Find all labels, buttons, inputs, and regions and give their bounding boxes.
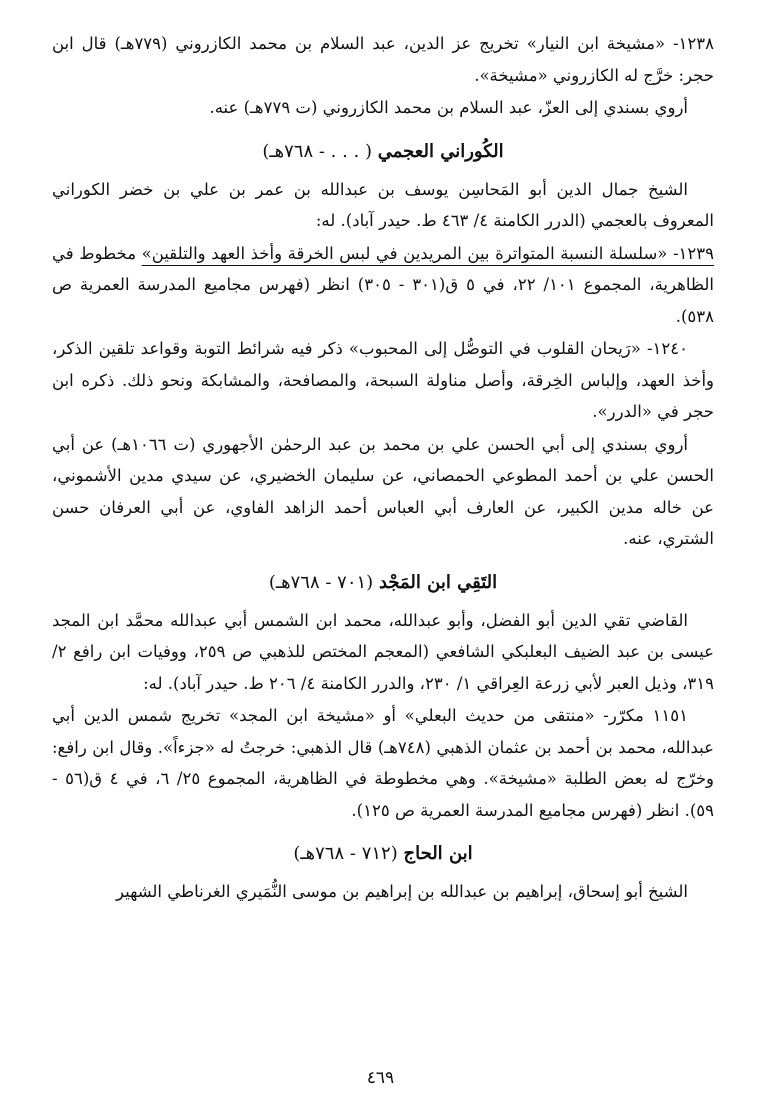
entry-1240: ١٢٤٠- «رَيحان القلوب في التوصُّل إلى المحبوب» ذكر فيه شرائط التوبة وقواعد تلقين الذكر، وأخذ العهد، وإلباس الخِرقة، وأصل مناولة السبحة، والمصافحة، والمشابكة ونحو ذلك. ذكره ابن حجر في «الدرر». bbox=[52, 339, 714, 421]
entry-1239-rest: مخطوط في الظاهرية، المجموع ١٠١/ ٢٢، في ٥ ق(٣٠١ - ٣٠٥) انظر (فهرس مجاميع المدرسة العمرية ص ٥٣٨). bbox=[52, 243, 714, 326]
heading-hajj-name: ابن الحاج bbox=[403, 843, 473, 864]
entry-1238-chain: أروي بسندي إلى العزّ، عبد السلام بن محمد الكازروني (ت ٧٧٩هـ) عنه. bbox=[209, 98, 688, 117]
heading-taqi bbox=[52, 565, 714, 601]
page-number: ٤٦٩ bbox=[366, 1068, 395, 1088]
heading-kourani-name: الكُوراني العجمي bbox=[377, 140, 504, 162]
page-content bbox=[52, 28, 714, 909]
entry-1238: ١٢٣٨- «مشيخة ابن النيار» تخريج عز الدين، عبد السلام بن محمد الكازروني (٧٧٩هـ) قال ابن حجر: خرَّج له الكازروني «مشيخة». bbox=[52, 34, 714, 85]
taqi-bio: القاضي تقي الدين أبو الفضل، وأبو عبدالله، محمد ابن الشمس أبي عبدالله محمَّد ابن المجد عيسى بن عبد الضيف البعلبكي الشافعي (المعجم المختص للذهبي ص ٢٥٩، ووفيات ابن رافع ٢/ ٣١٩، وذيل العبر لأبي زرعة العِراقي ١/ ٢٣٠، والدرر الكامنة ٤/ ٢٠٦ ط. حيدر آباد). له: bbox=[52, 610, 714, 693]
entry-1239-title: ١٢٣٩- «سلسلة النسبة المتواترة بين المريدين في لبس الخرقة وأخذ العهد والتلقين» bbox=[141, 243, 714, 263]
entry-1151: ١١٥١ مكرّر- «منتقى من حديث البعلي» أو «مشيخة ابن المجد» تخريج شمس الدين أبي عبدالله، محمد بن أحمد بن عثمان الذهبي (٧٤٨هـ) قال الذهبي: خرجتُ له «جزءاً». وقال ابن رافع: وخرّج له بعض الطلبة «مشيخة». وهي مخطوطة في الظاهرية، المجموع ٢٥/ ٦، في ٤ ق(٥٦ - ٥٩). انظر (فهرس مجاميع المدرسة العمرية ص ١٢٥). bbox=[52, 706, 714, 820]
heading-taqi-dates: (٧٠١ - ٧٦٨هـ) bbox=[268, 571, 374, 593]
heading-kourani-dates: ( . . . - ٧٦٨هـ) bbox=[262, 140, 373, 162]
kourani-bio: الشيخ جمال الدين أبو المَحاسِن يوسف بن عبدالله بن عمر بن علي بن خضر الكوراني المعروف بالعجمي (الدرر الكامنة ٤/ ٤٦٣ ط. حيدر آباد). له: bbox=[52, 179, 714, 230]
heading-hajj bbox=[52, 836, 714, 872]
entry-1239 bbox=[52, 238, 714, 333]
hajj-bio: الشيخ أبو إسحاق، إبراهيم بن عبدالله بن إبراهيم بن موسى النُّمَيري الغرناطي الشهير bbox=[116, 882, 688, 901]
kourani-chain: أروي بسندي إلى أبي الحسن علي بن محمد بن عبد الرحمٰن الأجهوري (ت ١٠٦٦هـ) عن أبي الحسن علي بن أحمد المطوعي الحمصاني، عن سليمان الخضيري، عن سيدي مدين الأشموني، عن خاله مدين الكبير، عن العارف أبي العباس أحمد الزاهد الفاوي، عن أبي العرفان حسن الشتري، عنه. bbox=[52, 434, 714, 548]
heading-hajj-dates: (٧١٢ - ٧٦٨هـ) bbox=[293, 843, 398, 864]
heading-taqi-name: التَقِي ابن المَجْد bbox=[378, 571, 498, 593]
heading-kourani bbox=[52, 134, 714, 170]
